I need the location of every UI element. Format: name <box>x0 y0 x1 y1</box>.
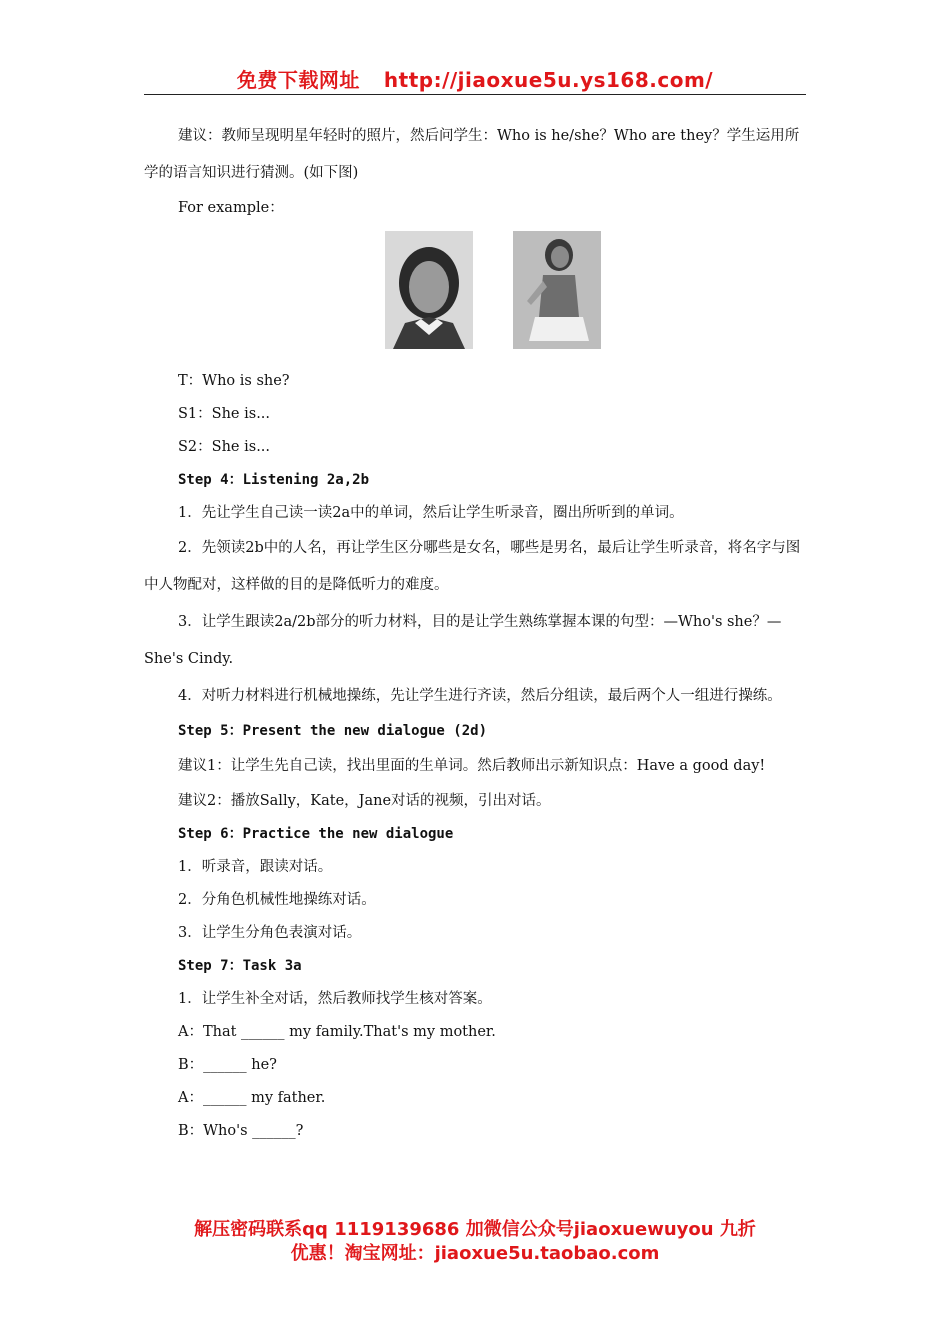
page-header <box>0 64 950 93</box>
header-label: 免费下载网址 <box>236 68 360 92</box>
header-divider <box>144 94 806 95</box>
footer-line2: 优惠！淘宝网址：jiaoxue5u.taobao.com <box>290 1243 660 1264</box>
step6-item3: 3．让学生分角色表演对话。 <box>178 925 362 941</box>
dialogue-a1: A：That ______ my family.That's my mother. <box>178 1024 496 1040</box>
step4-item3: 3．让学生跟读2a/2b部分的听力材料，目的是让学生熟练掌握本课的句型：—Who's she？—She's Cindy. <box>144 614 782 667</box>
dialogue-b1: B：______ he? <box>178 1057 277 1073</box>
young-photo-image <box>385 231 473 349</box>
document-body <box>144 118 806 1148</box>
photo-row <box>144 231 806 361</box>
step6-item2: 2．分角色机械性地操练对话。 <box>178 892 376 908</box>
header-url-link[interactable]: http://jiaoxue5u.ys168.com/ <box>383 68 714 92</box>
teacher-line: T：Who is she? <box>178 373 290 389</box>
dialogue-b2: B：Who's ______? <box>178 1123 304 1139</box>
step4-heading: Step 4：Listening 2a,2b <box>178 472 370 488</box>
star-photo-image <box>513 231 601 349</box>
step5-heading: Step 5：Present the new dialogue (2d) <box>178 723 488 739</box>
for-example-label: For example： <box>178 200 284 216</box>
step4-item1: 1．先让学生自己读一读2a中的单词，然后让学生听录音，圈出所听到的单词。 <box>178 505 684 521</box>
student2-line: S2：She is... <box>178 439 271 455</box>
step4-item2: 2．先领读2b中的人名，再让学生区分哪些是女名，哪些是男名，最后让学生听录音，将名字与图中人物配对，这样做的目的是降低听力的难度。 <box>144 540 801 593</box>
dialogue-a2: A：______ my father. <box>178 1090 326 1106</box>
step7-heading: Step 7：Task 3a <box>178 958 302 974</box>
step6-heading: Step 6：Practice the new dialogue <box>178 826 454 842</box>
step6-item1: 1．听录音，跟读对话。 <box>178 859 333 875</box>
paragraph-suggestion: 建议：教师呈现明星年轻时的照片，然后问学生：Who is he/she？Who are they？学生运用所学的语言知识进行猜测。(如下图) <box>144 128 800 181</box>
student1-line: S1：She is... <box>178 406 271 422</box>
footer-line1: 解压密码联系qq 1119139686 加微信公众号jiaoxuewuyou 九折 <box>194 1219 756 1240</box>
step4-item4: 4．对听力材料进行机械地操练，先让学生进行齐读，然后分组读，最后两个人一组进行操练。 <box>178 688 782 704</box>
page-footer <box>0 1218 950 1266</box>
step5-item2: 建议2：播放Sally，Kate，Jane对话的视频，引出对话。 <box>178 793 551 809</box>
step5-item1: 建议1：让学生先自己读，找出里面的生单词。然后教师出示新知识点：Have a good day! <box>178 758 766 774</box>
step7-item1: 1．让学生补全对话，然后教师找学生核对答案。 <box>178 991 492 1007</box>
